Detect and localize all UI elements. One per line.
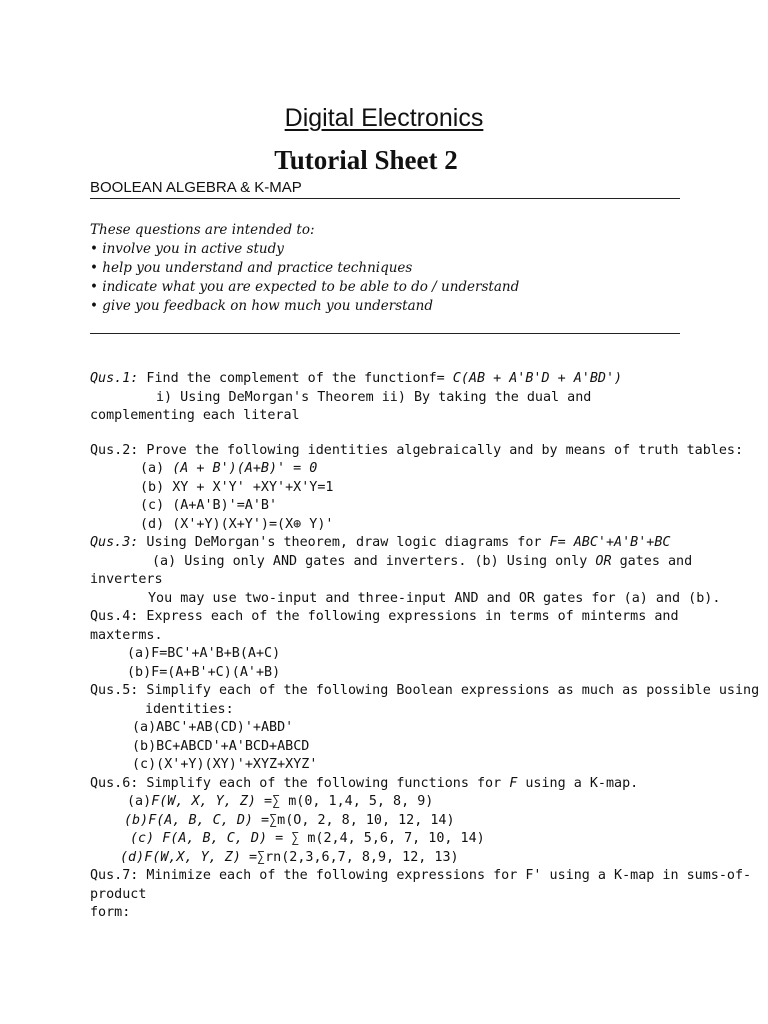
question-7-line: Qus.7: Minimize each of the following expressions for F' using a K-map in sums-of-	[90, 868, 752, 883]
question-5-continuation: identities:	[145, 701, 234, 717]
course-title: Digital Electronics	[284, 104, 484, 132]
intro-line: • involve you in active study	[90, 241, 284, 257]
question-6-part-d: (d)F(W,X, Y, Z) =∑rn(2,3,6,7, 8,9, 12, 13)	[120, 849, 459, 865]
question-2-part-b: (b) XY + X'Y' +XY'+X'Y=1	[140, 479, 334, 495]
divider-top	[90, 198, 680, 199]
question-2-line: Qus.2: Prove the following identities algebraically and by means of truth tables:	[90, 442, 744, 458]
intro-line: • indicate what you are expected to be able to do / understand	[90, 279, 520, 295]
question-1-line	[90, 370, 690, 389]
question-4-part-a: (a)F=BC'+A'B+B(A+C)	[127, 646, 281, 661]
question-3-label: Qus.3:	[90, 535, 139, 550]
question-1-options: i) Using DeMorgan's Theorem ii) By taking the dual and	[156, 389, 592, 405]
question-2-part-a: (a) (A + B')(A+B)' = 0	[140, 461, 318, 476]
question-7-continuation: product	[90, 886, 147, 902]
question-6-line: Qus.6: Simplify each of the following functions for F using a K-map.	[90, 775, 639, 791]
question-3-note: You may use two-input and three-input AND and OR gates for (a) and (b).	[148, 590, 721, 606]
intro-line: These questions are intended to:	[90, 222, 315, 238]
question-6-part-c: (c) F(A, B, C, D) = ∑ m(2,4, 5,6, 7, 10, 14)	[130, 831, 485, 846]
question-2-part-c: (c) (A+A'B)'=A'B'	[140, 498, 278, 513]
question-1-label: Qus.1:	[90, 371, 139, 386]
question-5-part-b: (b)BC+ABCD'+A'BCD+ABCD	[132, 738, 310, 754]
question-3-expression: F= ABC'+A'B'+BC	[549, 535, 671, 550]
question-3-continuation: inverters	[90, 572, 163, 587]
intro-line: • give you feedback on how much you understand	[90, 298, 433, 314]
question-5-part-a: (a)ABC'+AB(CD)'+ABD'	[132, 720, 294, 735]
question-4-part-b: (b)F=(A+B'+C)(A'+B)	[127, 664, 281, 680]
divider-bottom	[90, 333, 680, 334]
question-2-part-d: (d) (X'+Y)(X+Y')=(X⊕ Y)'	[140, 516, 334, 532]
intro-line: • help you understand and practice techniques	[90, 260, 413, 276]
question-4-continuation: maxterms.	[90, 627, 163, 643]
sheet-title: Tutorial Sheet 2	[274, 145, 458, 175]
question-1-continuation: complementing each literal	[90, 408, 300, 423]
question-6-part-a: (a)F(W, X, Y, Z) =∑ m(0, 1,4, 5, 8, 9)	[127, 794, 434, 809]
question-3-line: Qus.3: Using DeMorgan's theorem, draw logic diagrams for F= ABC'+A'B'+BC	[90, 535, 671, 550]
section-heading: BOOLEAN ALGEBRA & K-MAP	[90, 179, 302, 196]
question-1-expression: C(AB + A'B'D + A'BD')	[452, 371, 623, 386]
questions-block	[90, 370, 760, 923]
question-7-continuation: form:	[90, 905, 131, 920]
question-5-line: Qus.5: Simplify each of the following Boolean expressions as much as possible using	[90, 683, 760, 698]
intro-block	[90, 221, 690, 316]
question-1-text: Find the complement of the functionf=	[138, 371, 453, 386]
question-5-part-c: (c)(X'+Y)(XY)'+XYZ+XYZ'	[132, 757, 318, 772]
question-3-options: (a) Using only AND gates and inverters. (b) Using only OR gates and	[152, 553, 693, 569]
question-6-part-b: (b)F(A, B, C, D) =∑m(O, 2, 8, 10, 12, 14)	[124, 812, 455, 828]
question-4-line: Qus.4: Express each of the following expressions in terms of minterms and	[90, 609, 679, 624]
